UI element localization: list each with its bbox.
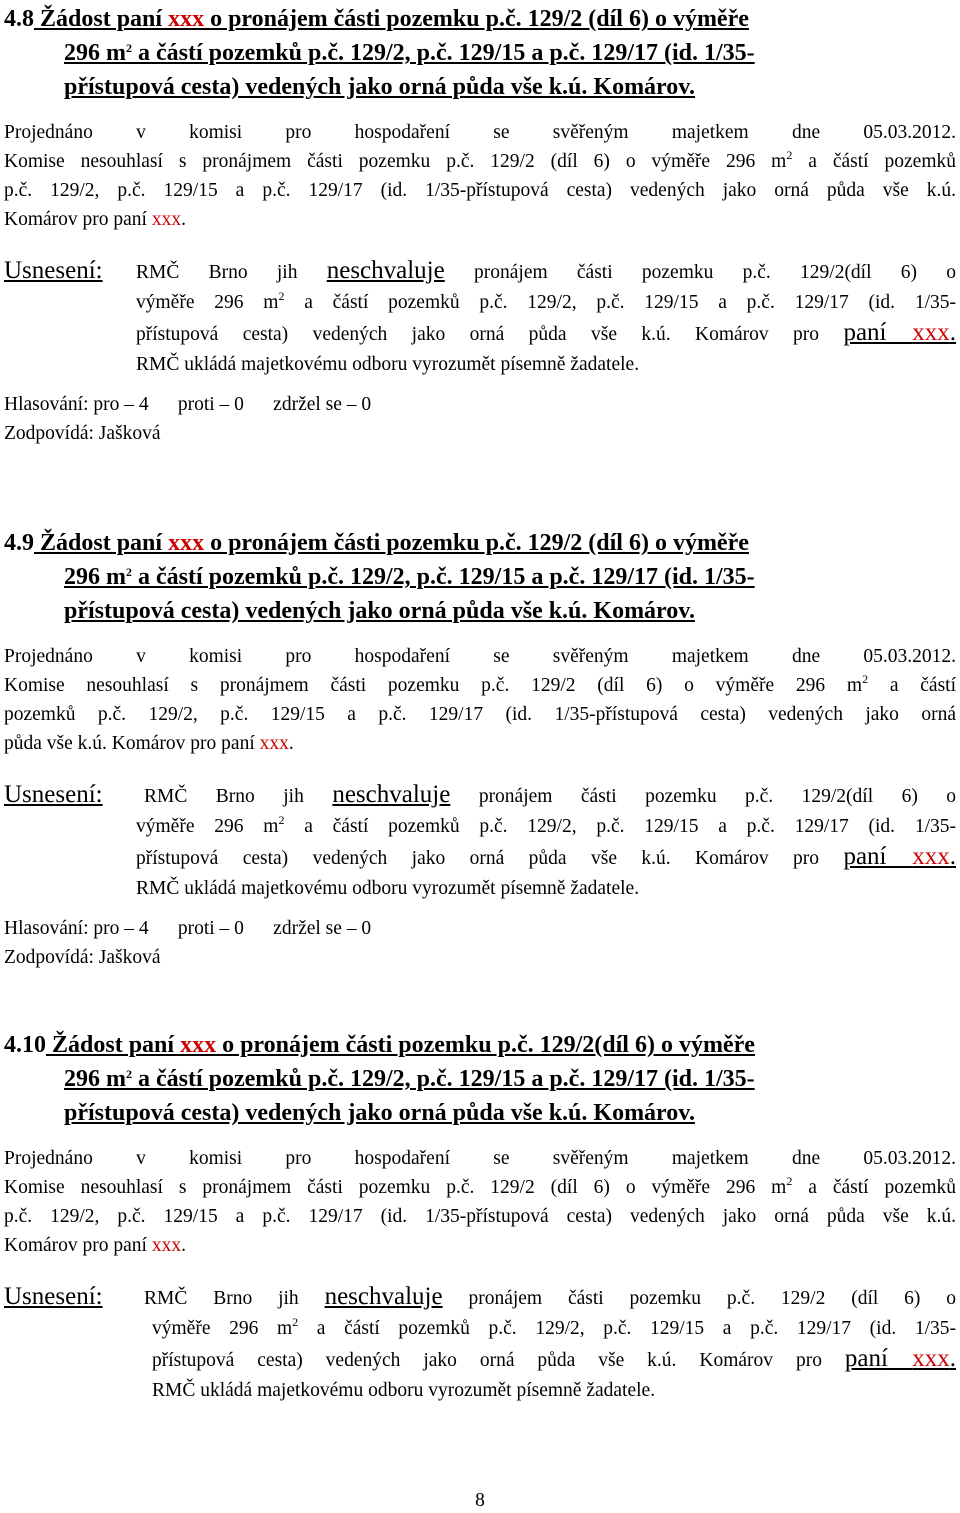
commission-paragraph	[4, 118, 956, 234]
superscript: 2	[786, 148, 793, 162]
section-number: 4.10	[4, 1032, 46, 1058]
redacted-name: xxx	[180, 1032, 217, 1058]
resolution-text: výměře 296 m	[136, 816, 279, 837]
section-4-8	[4, 2, 956, 448]
redacted-name: xxx	[151, 209, 182, 230]
page-number: 8	[475, 1490, 485, 1511]
section-4-10	[4, 1028, 956, 1406]
section-heading	[4, 2, 956, 104]
superscript: 2	[292, 1315, 299, 1329]
resolution-text: paní	[843, 843, 887, 870]
heading-text: o pronájem části pozemku p.č. 129/2 (díl 6) o výměře	[204, 6, 749, 32]
resolution-line: RMČ ukládá majetkovému odboru vyrozumět písemně žadatele.	[152, 1380, 656, 1401]
resolution-block	[4, 1282, 956, 1406]
paragraph-line: Projednáno v komisi pro hospodaření se svěřeným majetkem dne 05.03.2012.	[4, 646, 956, 667]
paragraph-text: půda vše k.ú. Komárov pro paní	[4, 733, 260, 754]
heading-text: přístupová cesta) vedených jako orná půda vše k.ú. Komárov.	[64, 74, 695, 100]
paragraph-text: a částí pozemků	[792, 151, 956, 172]
heading-text: a částí pozemků p.č. 129/2, p.č. 129/15 a p.č. 129/17 (id. 1/35-	[132, 1066, 755, 1092]
heading-text: a částí pozemků p.č. 129/2, p.č. 129/15 a p.č. 129/17 (id. 1/35-	[132, 564, 755, 590]
resolution-text: přístupová cesta) vedených jako orná půda vše k.ú. Komárov pro	[152, 1350, 822, 1371]
superscript: 2	[126, 565, 132, 579]
resolution-text: pronájem části pozemku p.č. 129/2 (díl 6) o	[468, 1288, 957, 1309]
superscript: 2	[126, 1067, 132, 1081]
redacted-name: xxx	[912, 319, 950, 346]
heading-text: o pronájem části pozemku p.č. 129/2(díl 6) o výměře	[216, 1032, 755, 1058]
resolution-label: Usnesení:	[4, 1283, 103, 1310]
resolution-text: a částí pozemků p.č. 129/2, p.č. 129/15 a p.č. 129/17 (id. 1/35-	[298, 1318, 956, 1339]
resolution-text: RMČ Brno jih	[144, 786, 304, 807]
superscript: 2	[126, 41, 132, 55]
commission-paragraph	[4, 642, 956, 758]
resolution-text: paní	[844, 1345, 888, 1372]
resolution-line: RMČ ukládá majetkovému odboru vyrozumět písemně žadatele.	[136, 878, 640, 899]
paragraph-text: Komárov pro paní	[4, 209, 152, 230]
redacted-name: xxx	[168, 530, 205, 556]
section-4-9	[4, 526, 956, 972]
paragraph-text: Komise nesouhlasí s pronájmem části pozemku p.č. 129/2 (díl 6) o výměře 296 m	[4, 675, 863, 696]
voting-result: Hlasování: pro – 4 proti – 0 zdržel se – 0	[4, 394, 372, 415]
heading-text: přístupová cesta) vedených jako orná půda vše k.ú. Komárov.	[64, 1100, 695, 1126]
resolution-text: a částí pozemků p.č. 129/2, p.č. 129/15 a p.č. 129/17 (id. 1/35-	[284, 292, 956, 313]
resolution-text: RMČ Brno jih	[144, 1288, 299, 1309]
resolution-text: přístupová cesta) vedených jako orná půda vše k.ú. Komárov pro	[136, 324, 820, 345]
resolution-verdict: neschvaluje	[332, 781, 451, 808]
heading-text: a částí pozemků p.č. 129/2, p.č. 129/15 a p.č. 129/17 (id. 1/35-	[132, 40, 755, 66]
heading-text: o pronájem části pozemku p.č. 129/2 (díl 6) o výměře	[204, 530, 749, 556]
heading-text: Žádost paní	[40, 6, 169, 32]
resolution-line: RMČ ukládá majetkovému odboru vyrozumět písemně žadatele.	[136, 354, 640, 375]
heading-text: Žádost paní	[52, 1032, 181, 1058]
paragraph-text: Komise nesouhlasí s pronájmem části pozemku p.č. 129/2 (díl 6) o výměře 296 m	[4, 1177, 787, 1198]
resolution-text: pronájem části pozemku p.č. 129/2(díl 6) o	[478, 786, 957, 807]
redacted-name: xxx	[151, 1235, 182, 1256]
redacted-name: xxx	[912, 843, 950, 870]
resolution-text: a částí pozemků p.č. 129/2, p.č. 129/15 a p.č. 129/17 (id. 1/35-	[284, 816, 956, 837]
redacted-name: xxx	[259, 733, 289, 754]
paragraph-line: pozemků p.č. 129/2, p.č. 129/15 a p.č. 129/17 (id. 1/35-přístupová cesta) vedených jako orná	[4, 704, 956, 725]
responsible-person: Zodpovídá: Jašková	[4, 423, 161, 444]
responsible-person: Zodpovídá: Jašková	[4, 947, 161, 968]
resolution-text: paní	[843, 319, 887, 346]
paragraph-text: Komárov pro paní	[4, 1235, 152, 1256]
section-heading	[4, 526, 956, 628]
paragraph-line: Projednáno v komisi pro hospodaření se svěřeným majetkem dne 05.03.2012.	[4, 122, 956, 143]
superscript: 2	[862, 672, 869, 686]
resolution-block	[4, 256, 956, 380]
resolution-text: RMČ Brno jih	[136, 262, 298, 283]
paragraph-text: .	[181, 1235, 186, 1256]
resolution-text: .	[949, 843, 957, 870]
resolution-label: Usnesení:	[4, 781, 103, 808]
paragraph-text: Komise nesouhlasí s pronájmem části pozemku p.č. 129/2 (díl 6) o výměře 296 m	[4, 151, 787, 172]
section-heading	[4, 1028, 956, 1130]
resolution-text: pronájem části pozemku p.č. 129/2(díl 6) o	[474, 262, 957, 283]
superscript: 2	[278, 813, 285, 827]
resolution-text: výměře 296 m	[136, 292, 279, 313]
redacted-name: xxx	[168, 6, 205, 32]
heading-text: přístupová cesta) vedených jako orná půda vše k.ú. Komárov.	[64, 598, 695, 624]
paragraph-text: a částí pozemků	[792, 1177, 956, 1198]
resolution-verdict: neschvaluje	[326, 257, 445, 284]
heading-text: 296 m	[64, 564, 126, 590]
paragraph-text: .	[288, 733, 294, 754]
heading-text: 296 m	[64, 40, 126, 66]
section-number: 4.8	[4, 6, 34, 32]
heading-text: Žádost paní	[40, 530, 169, 556]
paragraph-text: .	[181, 209, 186, 230]
paragraph-line: p.č. 129/2, p.č. 129/15 a p.č. 129/17 (id. 1/35-přístupová cesta) vedených jako orná půda vše k.ú.	[4, 180, 956, 201]
voting-result: Hlasování: pro – 4 proti – 0 zdržel se – 0	[4, 918, 372, 939]
resolution-block	[4, 780, 956, 904]
resolution-text: .	[949, 319, 957, 346]
redacted-name: xxx	[912, 1345, 950, 1372]
resolution-verdict: neschvaluje	[324, 1283, 443, 1310]
paragraph-text: a částí	[868, 675, 956, 696]
commission-paragraph	[4, 1144, 956, 1260]
superscript: 2	[786, 1174, 793, 1188]
resolution-text: .	[949, 1345, 956, 1372]
section-number: 4.9	[4, 530, 34, 556]
resolution-text: výměře 296 m	[152, 1318, 293, 1339]
superscript: 2	[278, 289, 285, 303]
paragraph-line: Projednáno v komisi pro hospodaření se svěřeným majetkem dne 05.03.2012.	[4, 1148, 956, 1169]
resolution-label: Usnesení:	[4, 257, 103, 284]
paragraph-line: p.č. 129/2, p.č. 129/15 a p.č. 129/17 (id. 1/35-přístupová cesta) vedených jako orná půda vše k.ú.	[4, 1206, 956, 1227]
resolution-text: přístupová cesta) vedených jako orná půda vše k.ú. Komárov pro	[136, 848, 820, 869]
heading-text: 296 m	[64, 1066, 126, 1092]
